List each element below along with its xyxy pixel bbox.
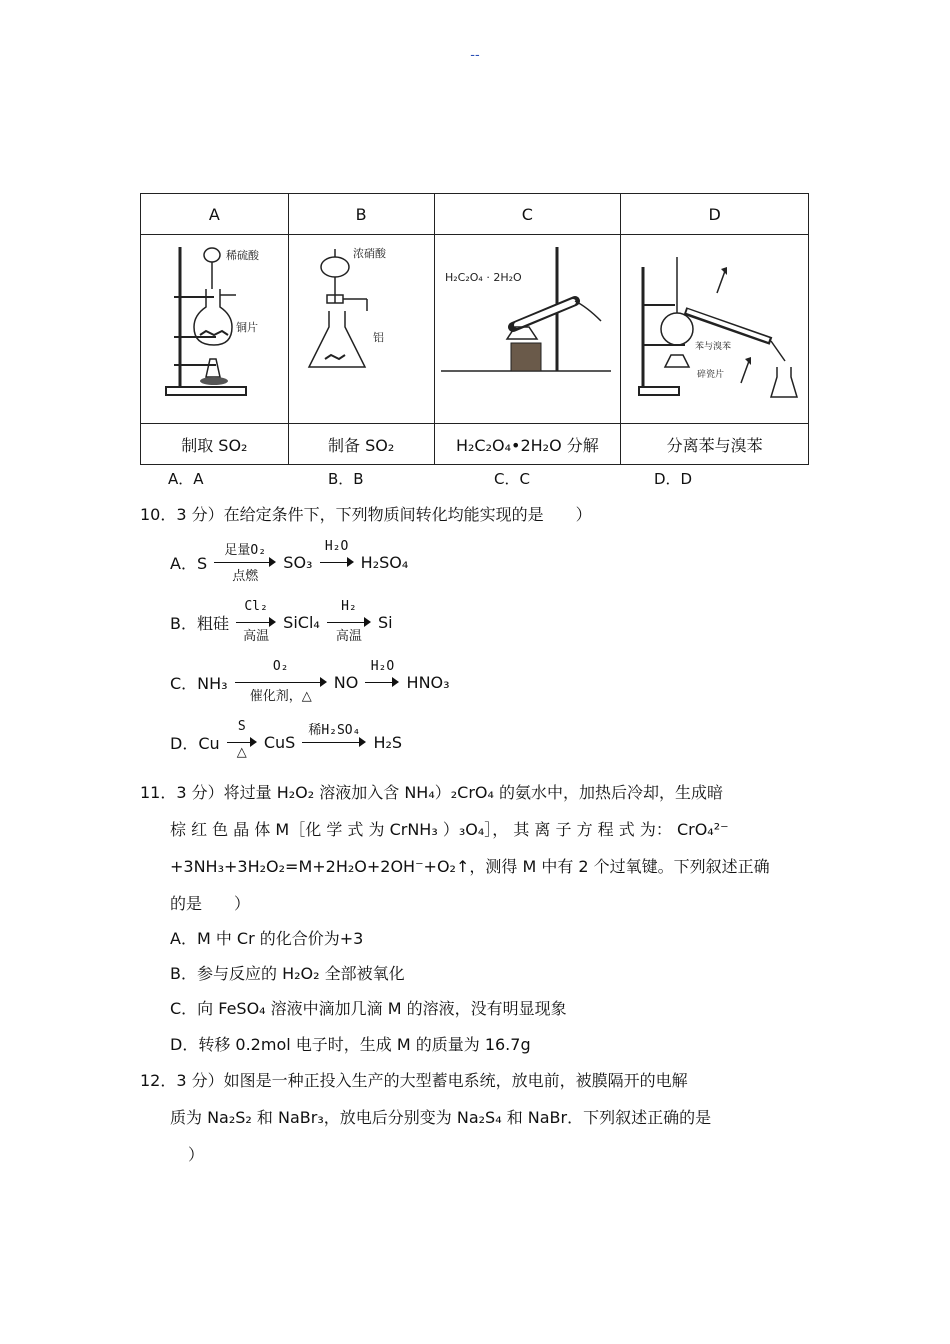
q10-option-c[interactable] [170,659,450,704]
q10-c-end: HNO₃ [406,672,450,692]
q10-a-arrow1-bottom: 点燃 [232,569,259,584]
q9-option-d[interactable]: D．D [654,470,693,488]
q10-d-mid: CuS [263,732,296,752]
q9-apparatus-table [140,193,809,465]
q10-a-end: H₂SO₄ [360,552,409,572]
q10-c-arrow-1 [235,659,327,705]
q10-c-label: C．NH₃ [170,673,228,693]
label-conc-nitric-acid: 浓硝酸 [353,247,387,260]
q10-option-d[interactable] [170,719,402,759]
q10-b-arrow1-bottom: 高温 [243,629,270,644]
q10-d-end: H₂S [373,732,403,752]
label-benzene-bromobenzene: 苯与溴苯 [694,342,731,352]
q10-b-arrow2-top: H₂ [341,599,357,614]
q9-option-b[interactable]: B．B [328,470,364,488]
column-header-b: B [288,194,434,235]
column-header-c: C [434,194,621,235]
q9-option-c[interactable]: C．C [494,470,530,488]
q10-b-arrow2-bottom: 高温 [335,629,362,644]
q10-c-arrow2-top: H₂O [370,659,395,674]
page-header-mark: -- [470,48,480,63]
q12-stem-line3: ） [188,1145,205,1164]
q10-c-arrow1-bottom: 催化剂，△ [249,689,312,704]
q10-b-arrow-1 [236,599,276,645]
q10-c-arrow-2 [365,659,399,705]
label-oxalic-acid-dihydrate: H₂C₂O₄ · 2H₂O [445,271,523,284]
caption-b: 制备 SO₂ [288,424,434,465]
q10-a-mid: SO₃ [283,552,313,572]
q12-stem-line2: 质为 Na₂S₂ 和 NaBr₃，放电后分别变为 Na₂S₄ 和 NaBr．下列叙述正确的是 [170,1108,712,1127]
column-header-d: D [621,194,809,235]
label-copper-sheet: 铜片 [236,321,259,334]
q11-option-d[interactable]: D．转移 0.2mol 电子时，生成 M 的质量为 16.7g [170,1035,531,1054]
q10-option-a[interactable] [170,539,409,584]
q11-stem-line1: 11．3 分）将过量 H₂O₂ 溶液加入含 NH₄）₂CrO₄ 的氨水中，加热后冷却，生成暗 [140,783,724,802]
q10-d-arrow-1 [227,719,257,765]
label-dilute-sulfuric-acid: 稀硫酸 [226,249,260,262]
q10-c-arrow1-top: O₂ [272,659,289,674]
q10-stem: 10．3 分）在给定条件下，下列物质间转化均能实现的是 ） [140,505,592,524]
q10-d-label: D．Cu [170,733,220,753]
q9-option-a[interactable]: A．A [168,470,204,488]
apparatus-b-cell [288,235,434,424]
q10-b-end: Si [378,612,393,632]
q12-stem-line1: 12．3 分）如图是一种正投入生产的大型蓄电系统，放电前，被膜隔开的电解 [140,1071,688,1090]
label-aluminum: 铝 [373,331,385,344]
q10-c-mid: NO [333,672,359,692]
q10-a-arrow-2 [320,539,354,585]
q10-b-label: B．粗硅 [170,613,229,633]
caption-d: 分离苯与溴苯 [621,424,809,465]
apparatus-c-cell [434,235,621,424]
q11-stem-line2: 棕 红 色 晶 体 M［化 学 式 为 CrNH₃ ）₃O₄］， 其 离 子 方 程 式 为： CrO₄²⁻ [170,820,729,839]
q11-stem-line4: 的是 ） [170,894,251,913]
apparatus-a-diagram [144,237,284,417]
q11-option-b[interactable]: B．参与反应的 H₂O₂ 全部被氧化 [170,964,405,983]
apparatus-b-diagram [291,237,431,417]
q11-option-c[interactable]: C．向 FeSO₄ 溶液中滴加几滴 M 的溶液，没有明显现象 [170,999,567,1018]
q10-b-arrow1-top: Cl₂ [244,599,268,614]
caption-c: H₂C₂O₄•2H₂O 分解 [434,424,621,465]
apparatus-d-diagram [625,237,805,417]
q10-d-arrow1-top: S [237,719,246,734]
column-header-a: A [141,194,289,235]
label-porcelain-chips: 碎瓷片 [696,370,724,380]
q11-option-a[interactable]: A．M 中 Cr 的化合价为+3 [170,929,364,948]
q10-a-arrow-1 [214,539,276,585]
apparatus-c-diagram [437,237,617,417]
apparatus-d-cell [621,235,809,424]
q10-d-arrow1-bottom: △ [236,745,247,760]
q10-b-arrow-2 [327,599,371,645]
q11-stem-line3: +3NH₃+3H₂O₂=M+2H₂O+2OH⁻+O₂↑，测得 M 中有 2 个过氧键。下列叙述正确 [170,857,770,876]
q10-d-arrow-2 [302,719,366,765]
q10-a-arrow2-top: H₂O [324,539,349,554]
q10-option-b[interactable] [170,599,393,644]
q10-d-arrow2-top: 稀H₂SO₄ [308,723,361,738]
q10-b-mid: SiCl₄ [283,612,320,632]
q10-a-label: A．S [170,553,208,573]
caption-a: 制取 SO₂ [141,424,289,465]
q10-a-arrow1-top: 足量O₂ [224,543,267,558]
apparatus-a-cell [141,235,289,424]
